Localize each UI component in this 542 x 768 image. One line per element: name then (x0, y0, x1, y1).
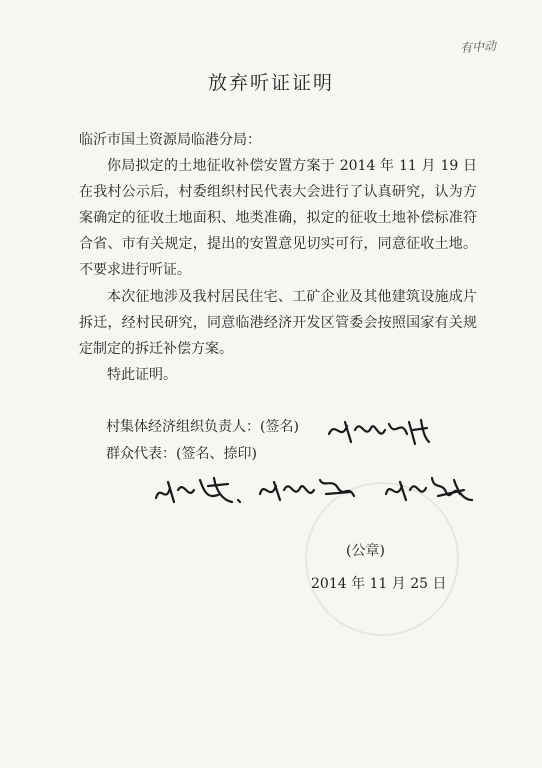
leader-handwritten-signature (323, 412, 443, 448)
paragraph-1: 你局拟定的土地征收补偿安置方案于 2014 年 11 月 19 日在我村公示后，村委组织村民代表大会进行了认真研究，认为方案确定的征收土地面积、地类准确，拟定的征收土地补偿标准符合省、市有关规定，提出的安置意见切实可行，同意征收土地。不要求进行听证。 (79, 158, 477, 278)
representatives-handwritten-signatures (148, 470, 488, 512)
leader-signature-label: 村集体经济组织负责人：(签名) (106, 419, 299, 435)
paragraph-2: 本次征地涉及我村居民住宅、工矿企业及其他建筑设施成片拆迁，经村民研究，同意临港经济开发区管委会按照国家有关规定制定的拆迁补偿方案。 (79, 289, 477, 357)
official-seal-label: (公章) (346, 543, 385, 559)
closing-statement: 特此证明。 (107, 367, 177, 383)
document-title: 放弃听证证明 (207, 72, 334, 94)
addressee: 临沂市国土资源局临港分局： (79, 132, 261, 148)
document-date: 2014 年 11 月 25 日 (311, 576, 447, 592)
handwritten-corner-note: 有中动 (459, 38, 497, 56)
masses-signature-label: 群众代表：(签名、捺印) (106, 446, 257, 462)
